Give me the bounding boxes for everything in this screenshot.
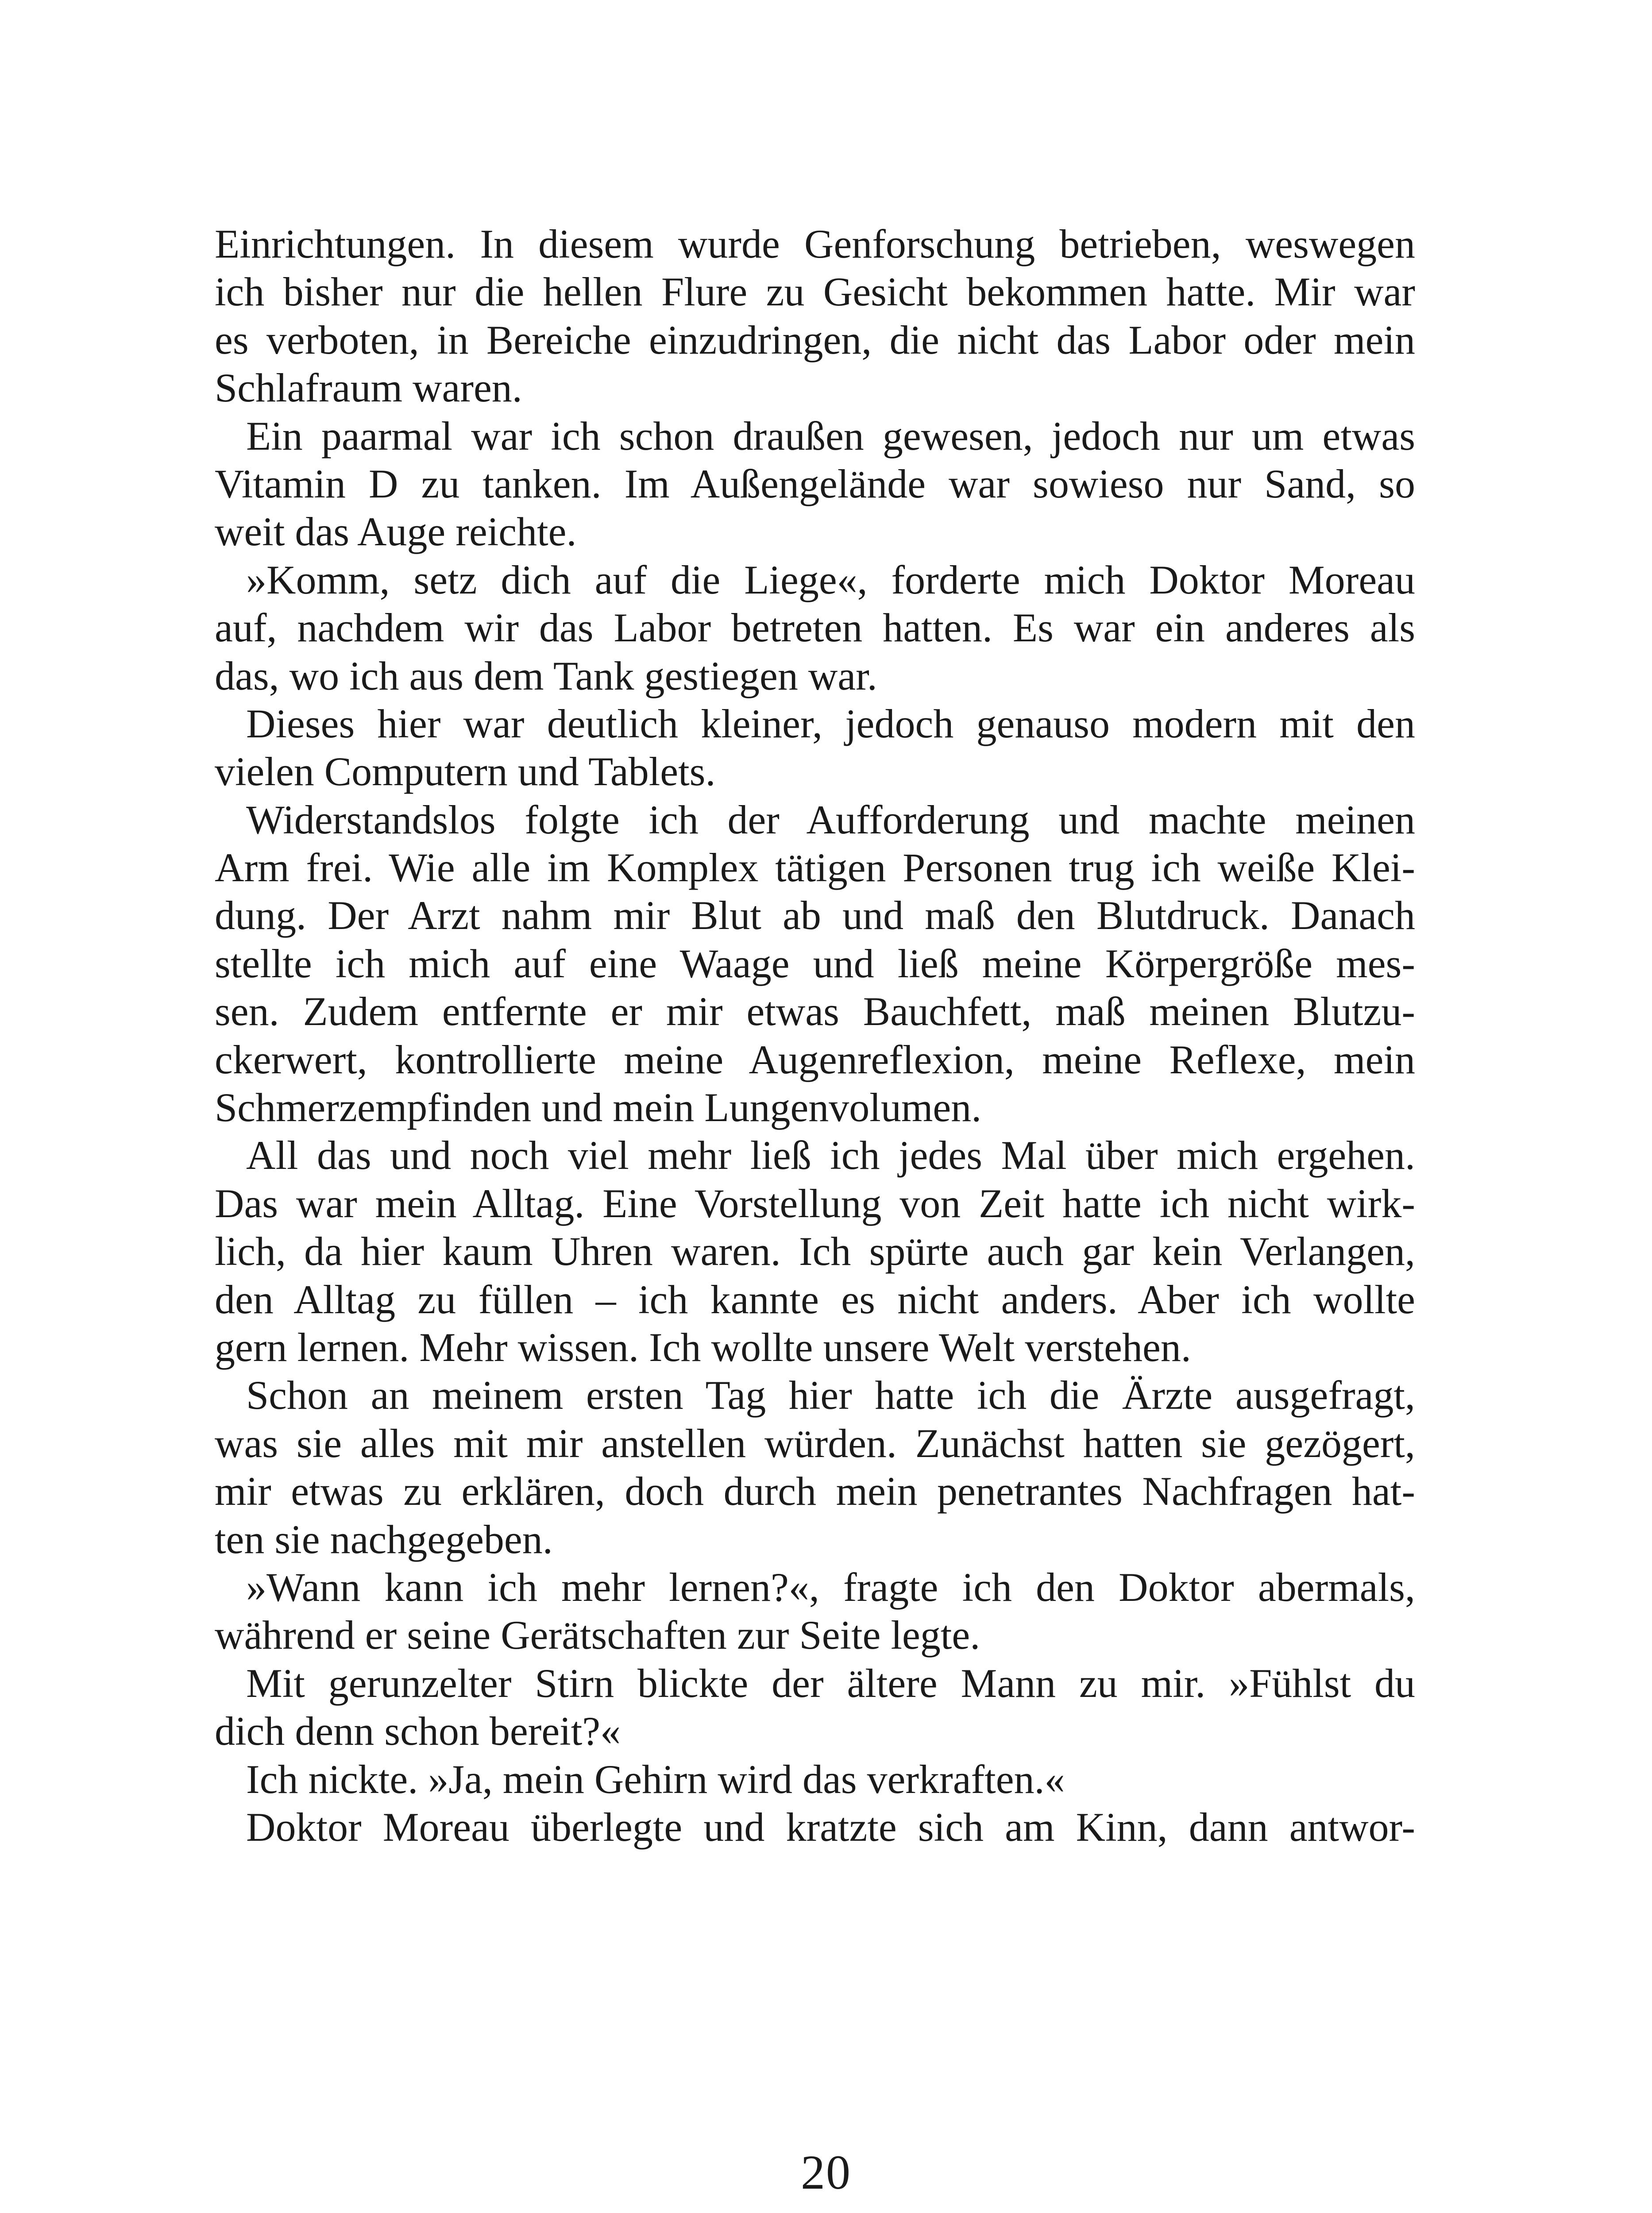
text-line: Das war mein Alltag. Eine Vorstellung von Zeit hatte ich nicht wirk- — [215, 1180, 1415, 1226]
text-line: auf, nachdem wir das Labor betreten hatten. Es war ein anderes als — [215, 605, 1415, 651]
text-line: Widerstandslos folgte ich der Aufforderung und machte meinen — [246, 797, 1415, 842]
text-line: es verboten, in Bereiche einzudringen, die nicht das Labor oder mein — [215, 317, 1415, 362]
text-line: Ich nickte. »Ja, mein Gehirn wird das verkraften.« — [246, 1756, 1065, 1802]
text-line: ten sie nachgegeben. — [215, 1516, 553, 1562]
text-line: dich denn schon bereit?« — [215, 1708, 621, 1754]
text-line: Mit gerunzelter Stirn blickte der ältere Mann zu mir. »Fühlst du — [246, 1660, 1415, 1706]
page-number: 20 — [801, 2145, 851, 2199]
text-line: Dieses hier war deutlich kleiner, jedoch genauso modern mit den — [246, 701, 1415, 746]
text-line: Arm frei. Wie alle im Komplex tätigen Personen trug ich weiße Klei- — [215, 845, 1415, 891]
text-line: ckerwert, kontrollierte meine Augenreflexion, meine Reflexe, mein — [215, 1037, 1415, 1082]
text-line: dung. Der Arzt nahm mir Blut ab und maß den Blutdruck. Danach — [215, 893, 1415, 938]
body-text — [215, 220, 1415, 1851]
text-line: sen. Zudem entfernte er mir etwas Bauchfett, maß meinen Blutzu- — [215, 989, 1415, 1034]
text-line: stellte ich mich auf eine Waage und ließ meine Körpergröße mes- — [215, 941, 1415, 986]
text-line: mir etwas zu erklären, doch durch mein penetrantes Nachfragen hat- — [215, 1469, 1415, 1514]
text-line: während er seine Gerätschaften zur Seite legte. — [215, 1612, 980, 1658]
text-line: weit das Auge reichte. — [215, 509, 577, 555]
text-line: gern lernen. Mehr wissen. Ich wollte unsere Welt verstehen. — [215, 1324, 1191, 1370]
text-line: Einrichtungen. In diesem wurde Genforschung betrieben, weswegen — [215, 221, 1415, 266]
text-line: Schon an meinem ersten Tag hier hatte ich die Ärzte ausgefragt, — [246, 1373, 1415, 1418]
text-line: vielen Computern und Tablets. — [215, 749, 716, 794]
text-line: »Komm, setz dich auf die Liege«, forderte mich Doktor Moreau — [246, 557, 1415, 602]
text-line: den Alltag zu füllen – ich kannte es nicht anders. Aber ich wollte — [215, 1276, 1415, 1322]
text-line: »Wann kann ich mehr lernen?«, fragte ich den Doktor abermals, — [246, 1564, 1415, 1610]
text-line: lich, da hier kaum Uhren waren. Ich spürte auch gar kein Verlangen, — [215, 1229, 1415, 1274]
text-line: Doktor Moreau überlegte und kratzte sich am Kinn, dann antwor- — [246, 1804, 1415, 1850]
text-line: Ein paarmal war ich schon draußen gewesen, jedoch nur um etwas — [246, 413, 1415, 459]
text-line: Vitamin D zu tanken. Im Außengelände war sowieso nur Sand, so — [215, 461, 1415, 506]
text-line: das, wo ich aus dem Tank gestiegen war. — [215, 653, 877, 698]
text-line: ich bisher nur die hellen Flure zu Gesicht bekommen hatte. Mir war — [215, 269, 1415, 315]
text-line: Schmerzempfinden und mein Lungenvolumen. — [215, 1085, 982, 1130]
text-line: All das und noch viel mehr ließ ich jedes Mal über mich ergehen. — [246, 1133, 1415, 1178]
text-line: Schlafraum waren. — [215, 365, 522, 411]
text-line: was sie alles mit mir anstellen würden. Zunächst hatten sie gezögert, — [215, 1420, 1415, 1466]
